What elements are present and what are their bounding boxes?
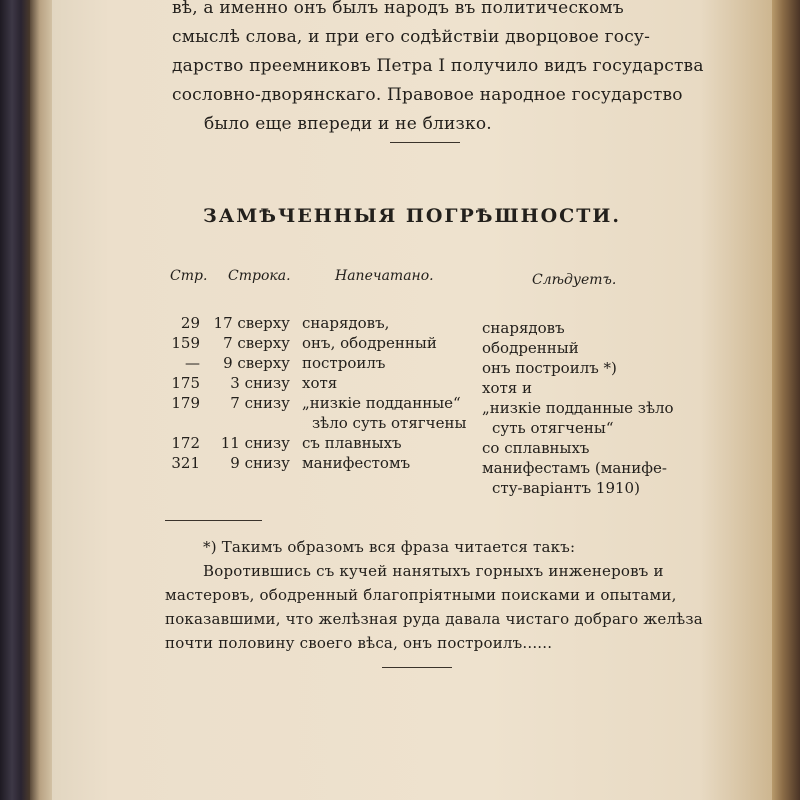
errata-should: снарядовъ [482, 319, 565, 337]
errata-line: 7 сверху [223, 334, 290, 352]
errata-line: 9 снизу [230, 454, 290, 472]
errata-should: со сплавныхъ [482, 439, 590, 457]
footnote-line: мастеровъ, ободренный благопріятными поисками и опытами, [165, 586, 677, 604]
errata-page: 29 [180, 314, 200, 332]
closing-rule [382, 667, 452, 668]
footnote-line: Воротившись съ кучей нанятыхъ горныхъ инженеровъ и [203, 562, 664, 580]
errata-printed: съ плавныхъ [302, 434, 402, 452]
errata-printed: манифестомъ [302, 454, 411, 472]
footnote [165, 535, 745, 655]
errata-line: 3 снизу [230, 374, 290, 392]
column-header-printed: Напечатано. [335, 268, 434, 284]
errata-should: ободренный [482, 339, 579, 357]
errata-printed: хотя [302, 374, 338, 392]
column-header-page: Стр. [170, 268, 208, 284]
errata-line: 17 сверху [213, 314, 290, 332]
footnote-rule [165, 520, 262, 521]
divider-rule [390, 142, 460, 143]
errata-heading: ЗАМѢЧЕННЫЯ ПОГРѢШНОСТИ. [203, 205, 621, 227]
column-header-line: Строка. [228, 268, 291, 284]
errata-line: 9 сверху [223, 354, 290, 372]
errata-should: хотя и [482, 379, 533, 397]
intro-line: сословно-дворянскаго. Правовое народное государство [172, 85, 683, 105]
errata-should: суть отягчены“ [492, 419, 614, 437]
intro-line: было еще впереди и не близко. [204, 114, 492, 134]
footnote-line: почти половину своего вѣса, онъ построилъ...... [165, 634, 553, 652]
errata-page: 321 [171, 454, 200, 472]
errata-page: 179 [171, 394, 200, 412]
intro-line: дарство преемниковъ Петра I получило видъ государства [172, 56, 704, 76]
errata-printed: онъ, ободренный [302, 334, 437, 352]
errata-page: 175 [171, 374, 200, 392]
errata-printed: зѣло суть отягчены [312, 414, 467, 432]
footnote-line: *) Такимъ образомъ вся фраза читается такъ: [203, 538, 576, 556]
book-binding [0, 0, 30, 800]
errata-should: „низкіе подданные зѣло [482, 399, 674, 417]
intro-paragraph [172, 0, 732, 139]
errata-printed: построилъ [302, 354, 386, 372]
errata-printed: снарядовъ, [302, 314, 390, 332]
page-stack-right [772, 0, 800, 800]
errata-line: 11 снизу [220, 434, 290, 452]
page-stack-left [30, 0, 52, 800]
column-header-should: Слѣдуетъ. [532, 272, 617, 288]
errata-printed: „низкіе подданные“ [302, 394, 461, 412]
book-page [52, 0, 772, 800]
errata-page: — [185, 354, 200, 372]
footnote-line: показавшими, что желѣзная руда давала чистаго добраго желѣза [165, 610, 703, 628]
errata-page: 159 [171, 334, 200, 352]
errata-line: 7 снизу [230, 394, 290, 412]
errata-page: 172 [171, 434, 200, 452]
intro-line: смыслѣ слова, и при его содѣйствіи дворцовое госу- [172, 27, 651, 47]
errata-should: онъ построилъ *) [482, 359, 617, 377]
errata-should: сту-варіантъ 1910) [492, 479, 640, 497]
errata-should: манифестамъ (манифе- [482, 459, 667, 477]
intro-line: вѣ, а именно онъ былъ народъ въ политическомъ [172, 0, 624, 18]
